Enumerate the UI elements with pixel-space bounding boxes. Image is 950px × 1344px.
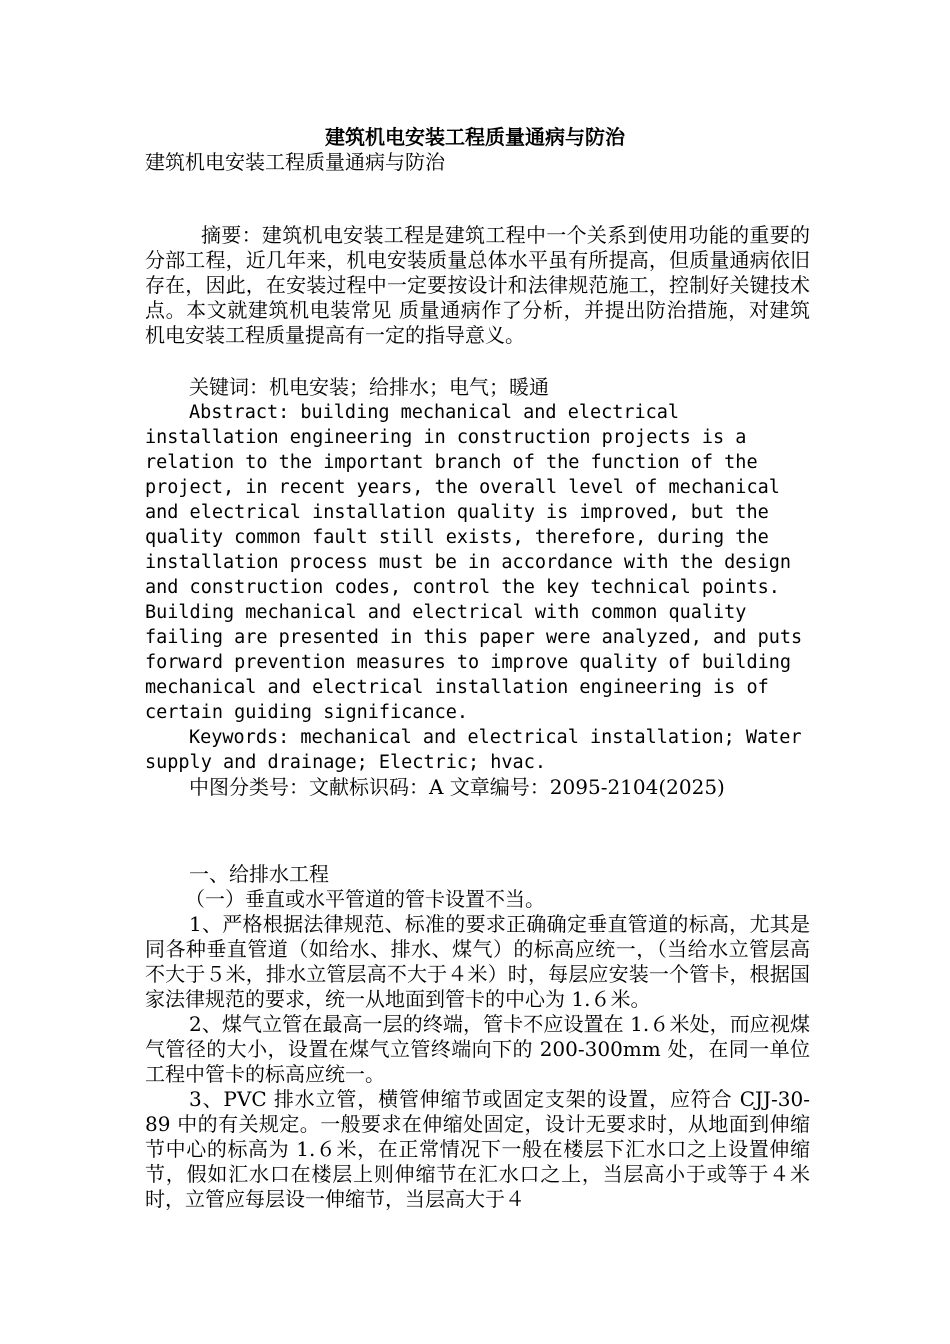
paragraph-3: 3、PVC 排水立管，横管伸缩节或固定支架的设置，应符合 CJJ-30-89 中的有关规定。一般要求在伸缩处固定，设计无要求时，从地面到伸缩节中心的标高为 1.６米，在正常情况下一般在楼层下汇水口之上设置伸缩节，假如汇水口在楼层上则伸缩节在汇水口之上，当层高小于或等于４米时，立管应每层设一伸缩节，当层高大于４ — [145, 1087, 810, 1211]
section-heading: 一、给排水工程 — [189, 862, 329, 886]
chinese-abstract: 摘要：建筑机电安装工程是建筑工程中一个关系到使用功能的重要的分部工程，近几年来，机电安装质量总体水平虽有所提高，但质量通病依旧存在，因此，在安装过程中一定要按设计和法律规范施工，控制好关键技术点。本文就建筑机电装常见 质量通病作了分析，并提出防治措施，对建筑机电安装工程质量提高有一定的指导意义。 — [145, 223, 810, 347]
paragraph-1: 1、严格根据法律规范、标准的要求正确确定垂直管道的标高，尤其是同各种垂直管道（如给水、排水、煤气）的标高应统一，（当给水立管层高不大于５米，排水立管层高不大于４米）时，每层应安装一个管卡，根据国家法律规范的要求，统一从地面到管卡的中心为 1.６米。 — [145, 912, 810, 1011]
document-body — [145, 150, 814, 1212]
chinese-keywords: 关键词：机电安装；给排水；电气；暖通 — [189, 375, 549, 399]
spacer — [145, 800, 810, 862]
document-title: 建筑机电安装工程质量通病与防治 — [325, 125, 625, 149]
paragraph-2: 2、煤气立管在最高一层的终端，管卡不应设置在 1.６米处，而应视煤气管径的大小，设置在煤气立管终端向下的 200-300mm 处，在同一单位工程中管卡的标高应统一。 — [145, 1012, 810, 1086]
document-subtitle: 建筑机电安装工程质量通病与防治 — [145, 150, 445, 174]
classification-line: 中图分类号：文献标识码：A 文章编号：2095-2104(2025) — [189, 775, 725, 799]
english-abstract: Abstract: building mechanical and electrical installation engineering in construction projects is a relation to the important branch of the function of the project, in recent years, the overall level of mechanical and electrical installation quality is improved, but the quality common fault still exists, therefore, during the installation process must be in accordance with the design and construction codes, control the key technical points. Building mechanical and electrical with common quality failing are presented in this paper were analyzed, and puts forward prevention measures to improve quality of building mechanical and electrical installation engineering is of certain guiding significance. — [145, 402, 814, 723]
spacer — [145, 175, 810, 223]
spacer — [145, 348, 810, 375]
subsection-heading: （一）垂直或水平管道的管卡设置不当。 — [185, 887, 545, 911]
english-keywords: Keywords: mechanical and electrical installation; Water supply and drainage; Electric; hvac. — [145, 727, 813, 773]
